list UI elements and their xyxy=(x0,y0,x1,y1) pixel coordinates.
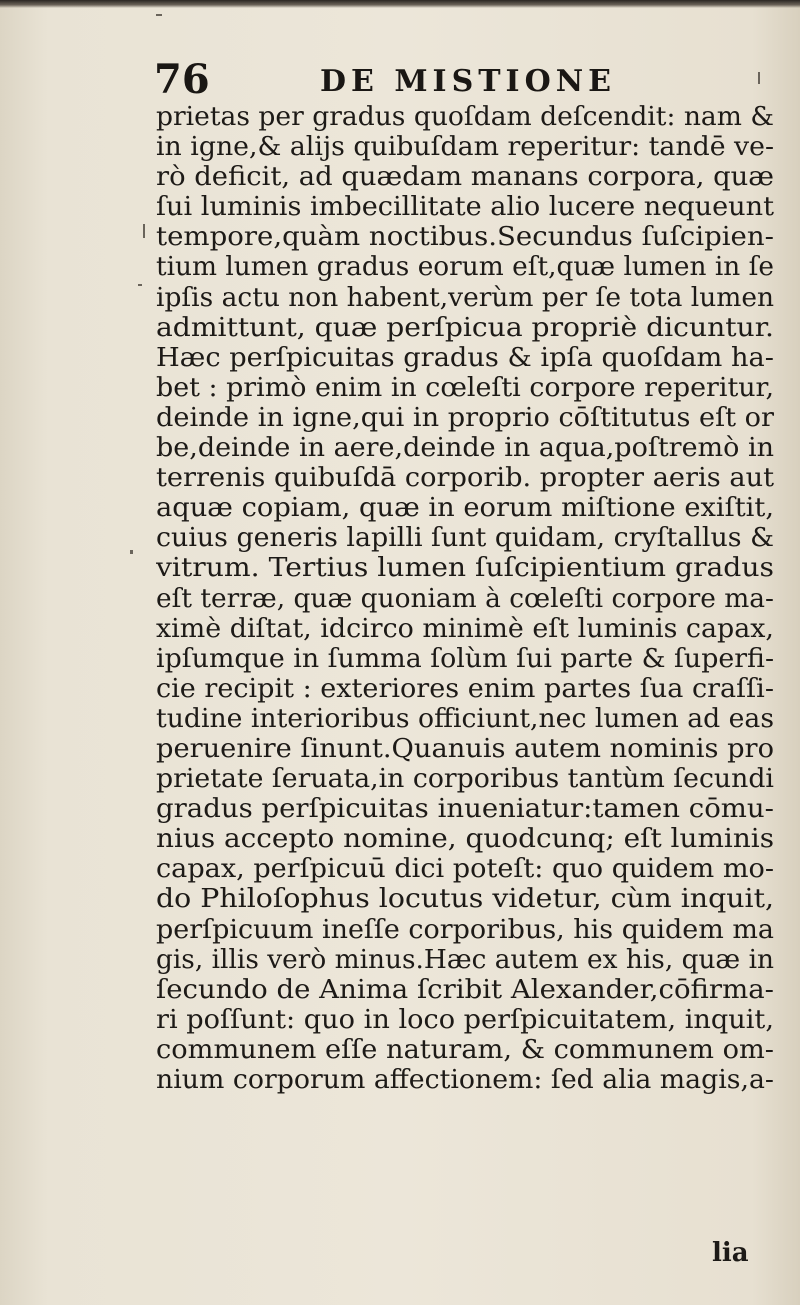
text-line: admittunt, quæ perſpicua propriè dicuntur. xyxy=(156,312,775,343)
text-line: nius accepto nomine, quodcunq; eſt luminis xyxy=(156,824,775,855)
text-line: gis, illis verò minus.Hæc autem ex his, quæ in xyxy=(156,944,775,975)
text-line: communem eſſe naturam, & communem om- xyxy=(156,1034,775,1065)
text-line: gradus perſpicuitas inueniatur:tamen cōmu- xyxy=(156,794,774,825)
text-line: terrenis quibuſdā corporib. propter aeris aut xyxy=(156,463,775,494)
margin-mark xyxy=(130,550,133,554)
margin-mark xyxy=(143,224,145,238)
text-line: ſecundo de Anima ſcribit Alexander,cōfirma- xyxy=(156,974,775,1005)
text-line: cie recipit : exteriores enim partes ſua craſſi- xyxy=(156,673,774,704)
text-line: eſt terræ, quæ quoniam à cœleſti corpore ma- xyxy=(156,583,774,614)
text-line: do Philoſophus locutus videtur, cùm inquit, xyxy=(156,884,775,915)
text-line: in igne,& alijs quibuſdam reperitur: tandē ve- xyxy=(156,132,775,163)
text-line: tium lumen gradus eorum eſt,quæ lumen in ſe xyxy=(156,252,774,283)
catchword: lia xyxy=(712,1238,749,1268)
body-text xyxy=(156,102,776,1095)
text-line: peruenire ſinunt.Quanuis autem nominis pro xyxy=(156,733,775,764)
text-line: ximè diſtat, idcirco minimè eſt luminis capax, xyxy=(156,613,774,644)
text-line: deinde in igne,qui in proprio cōſtitutus eſt or xyxy=(156,402,775,433)
text-line: ſui luminis imbecillitate alio lucere nequeunt xyxy=(156,192,774,223)
text-line: perſpicuum ineſſe corporibus, his quidem ma xyxy=(156,914,775,945)
page-top-shadow xyxy=(0,0,800,8)
text-line: nium corporum affectionem: ſed alia magis,a- xyxy=(156,1065,774,1095)
text-line: cuius generis lapilli ſunt quidam, cryſtallus & xyxy=(156,523,774,554)
text-line: Hæc perſpicuitas gradus & ipſa quoſdam ha- xyxy=(156,342,774,373)
text-line: prietate ſeruata,in corporibus tantùm ſecundi xyxy=(156,764,774,795)
text-line: ipſis actu non habent,verùm per ſe tota lumen xyxy=(156,282,775,313)
text-line: rò deficit, ad quædam manans corpora, quæ xyxy=(156,162,775,193)
page-number: 76 xyxy=(154,56,210,103)
margin-mark xyxy=(138,284,142,286)
text-line: bet : primò enim in cœleſti corpore reperitur, xyxy=(156,372,775,403)
text-line: aquæ copiam, quæ in eorum miſtione exiſtit, xyxy=(156,493,775,524)
text-line: vitrum. Tertius lumen ſuſcipientium gradus xyxy=(156,553,774,584)
margin-mark xyxy=(156,14,162,16)
page-header xyxy=(150,58,770,102)
text-line: ipſumque in ſumma ſolùm ſui parte & ſuperfi- xyxy=(156,643,775,674)
text-line: prietas per gradus quoſdam deſcendit: nam & xyxy=(156,102,774,132)
text-line: be,deinde in aere,deinde in aqua,poſtremò in xyxy=(156,433,775,464)
text-line: capax, perſpicuū dici poteſt: quo quidem mo- xyxy=(156,854,774,885)
text-line: tempore,quàm noctibus.Secundus ſuſcipien- xyxy=(156,222,774,253)
text-line: ri poſſunt: quo in loco perſpicuitatem, inquit, xyxy=(156,1004,774,1035)
running-head: DE MISTIONE xyxy=(320,64,617,99)
text-line: tudine interioribus officiunt,nec lumen ad eas xyxy=(156,703,775,734)
